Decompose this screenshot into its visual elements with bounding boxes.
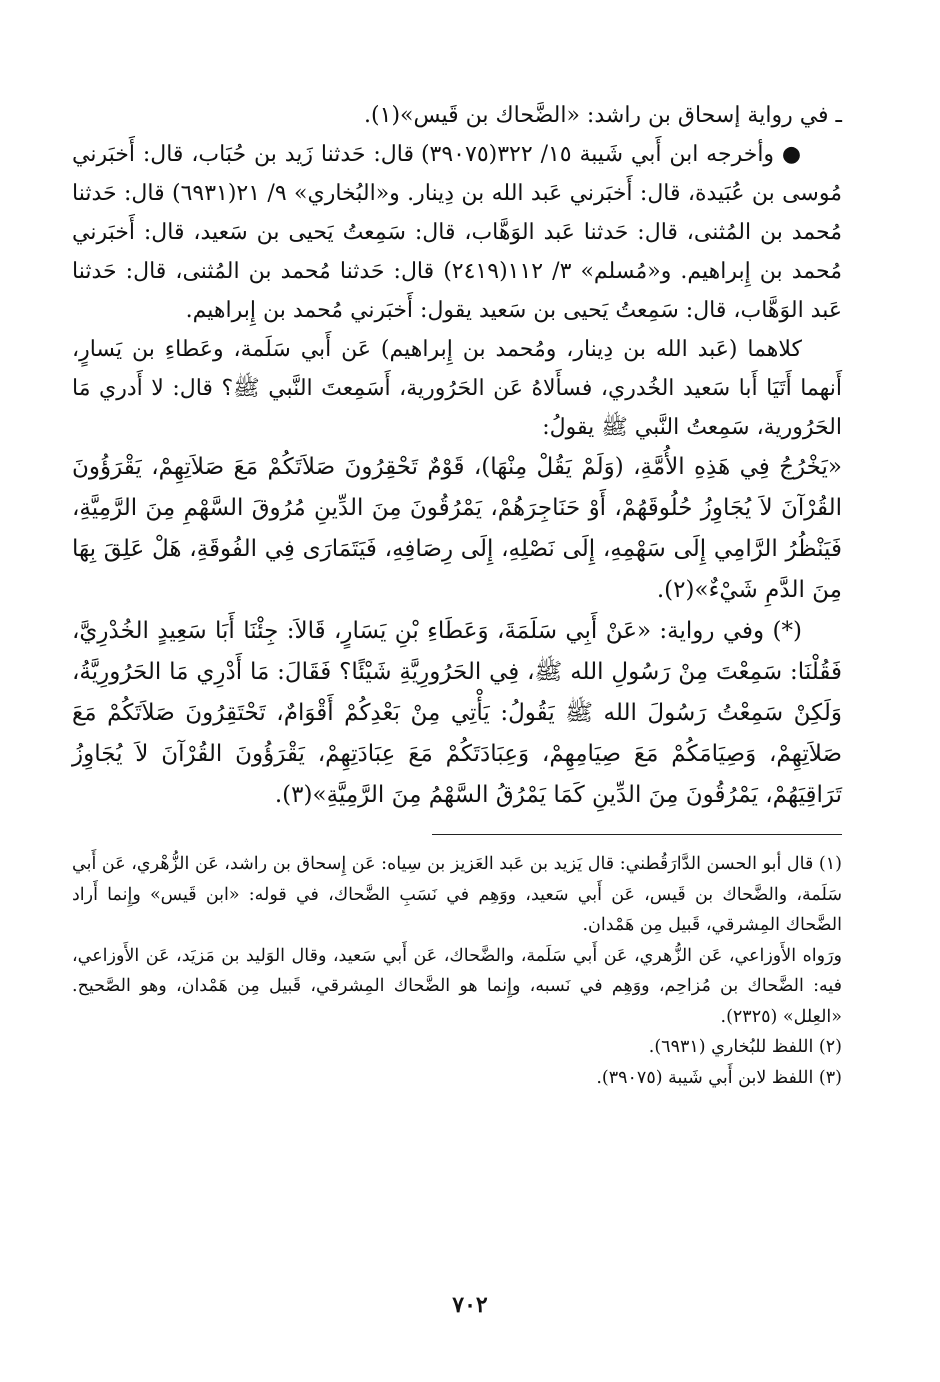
page-number: ٧٠٢: [452, 1292, 488, 1318]
hadith-text: «يَخْرُجُ فِي هَذِهِ الأُمَّةِ، (وَلَمْ يَقُلْ مِنْهَا)، قَوْمٌ تَحْقِرُونَ صَلاَتَكُمْ مَعَ صَلاَتِهِمْ، يَقْرَؤُونَ القُرْآنَ لاَ يُجَاوِزُ حُلُوقَهُمْ، أَوْ حَنَاجِرَهُمْ، يَمْرُقُونَ مِنَ الدِّينِ مُرُوقَ السَّهْمِ مِنَ الرَّمِيَّةِ، فَيَنْظُرُ الرَّامِي إِلَى سَهْمِهِ، إِلَى نَصْلِهِ، إِلَى رِصَافِهِ، فَيَتَمَارَى فِي الفُوقَةِ، هَلْ عَلِقَ بِهَا مِنَ الدَّمِ شَيْءٌ»(٢).: [72, 454, 842, 603]
narration-paragraph: ـ في رواية إسحاق بن راشد: «الضَّحاك بن قَيس»(١).: [364, 103, 842, 128]
book-page: [72, 96, 842, 1336]
footnote-1-continued: ورَواه الأَوزاعي، عَن الزُّهري، عَن أَبي سَلَمة، والضَّحاك، عَن أَبي سَعيد، وقال الوَليد بن مَزيَد، عَن الأَوزاعي، فيه: الضَّحاك بن مُزاحِم، ووَهِم في نَسبه، وإِنما هو الضَّحاك المِشرقي، قَبيل مِن هَمْدان، وهو الصَّحيح. «العِلل» (٢٣٢٥).: [72, 945, 842, 1027]
footnotes: [72, 849, 842, 1093]
takhrij-paragraph: ● وأخرجه ابن أَبي شَيبة ١٥/ ٣٢٢(٣٩٠٧٥) قال: حَدثنا زَيد بن حُبَاب، قال: أَخبَرني مُوسى بن عُبَيدة، قال: أَخبَرني عَبد الله بن دِينار. و«البُخاري» ٩/ ٢١(٦٩٣١) قال: حَدثنا مُحمد بن المُثنى، قال: حَدثنا عَبد الوَهَّاب، قال: سَمِعتُ يَحيى بن سَعيد، قال: أَخبَرني مُحمد بن إِبراهيم. و«مُسلم» ٣/ ١١٢(٢٤١٩) قال: حَدثنا مُحمد بن المُثنى، قال: حَدثنا عَبد الوَهَّاب، قال: سَمِعتُ يَحيى بن سَعيد يقول: أَخبَرني مُحمد بن إِبراهيم.: [72, 142, 842, 323]
isnad-paragraph: كلاهما (عَبد الله بن دِينار، ومُحمد بن إِبراهيم) عَن أَبي سَلَمة، وعَطاءِ بن يَسارٍ، أَنهما أَتَيَا أَبا سَعيد الخُدري، فسأَلاهُ عَن الحَرُورية، أَسَمِعتَ النَّبي ﷺ؟ قال: لا أَدري مَا الحَرُورية، سَمِعتُ النَّبي ﷺ يقولُ:: [72, 337, 842, 440]
alternate-narration: (*) وفي رواية: «عَنْ أَبِي سَلَمَةَ، وَعَطَاءِ بْنِ يَسَارٍ، قَالاَ: جِئْنَا أَبَا سَعِيدٍ الخُدْرِيَّ، فَقُلْنَا: سَمِعْتَ مِنْ رَسُولِ الله ﷺ، فِي الحَرُورِيَّةِ شَيْئًا؟ فَقَالَ: مَا أَدْرِي مَا الحَرُورِيَّةُ، وَلَكِنْ سَمِعْتُ رَسُولَ الله ﷺ يَقُولُ: يَأْتِي مِنْ بَعْدِكُمْ أَقْوَامٌ، تَحْتَقِرُونَ صَلاَتَكُمْ مَعَ صَلاَتِهِمْ، وَصِيَامَكُمْ مَعَ صِيَامِهِمْ، وَعِبَادَتَكُمْ مَعَ عِبَادَتِهِمْ، يَقْرَؤُونَ القُرْآنَ لاَ يُجَاوِزُ تَرَاقِيَهُمْ، يَمْرُقُونَ مِنَ الدِّينِ كَمَا يَمْرُقُ السَّهْمُ مِنَ الرَّمِيَّةِ»(٣).: [72, 618, 842, 808]
footnote-1: (١) قال أبو الحسن الدَّارَقُطني: قال يَزيد بن عَبد العَزيز بن سِياه: عَن إِسحاق بن راشد، عَن الزُّهْري، عَن أَبي سَلَمة، والضَّحاك بن قَيس، عَن أَبي سَعيد، ووَهِم في نَسَبِ الضَّحاك، في قوله: «ابن قَيس» وإِنما أَراد الضَّحاك المِشرقي، قَبيل مِن هَمْدان.: [72, 854, 842, 935]
footnote-2: (٢) اللفظ للبُخاري (٦٩٣١).: [648, 1037, 842, 1057]
footnote-separator: [432, 834, 842, 835]
footnote-3: (٣) اللفظ لابن أَبي شَيبة (٣٩٠٧٥).: [596, 1067, 842, 1088]
main-text: [72, 96, 842, 816]
